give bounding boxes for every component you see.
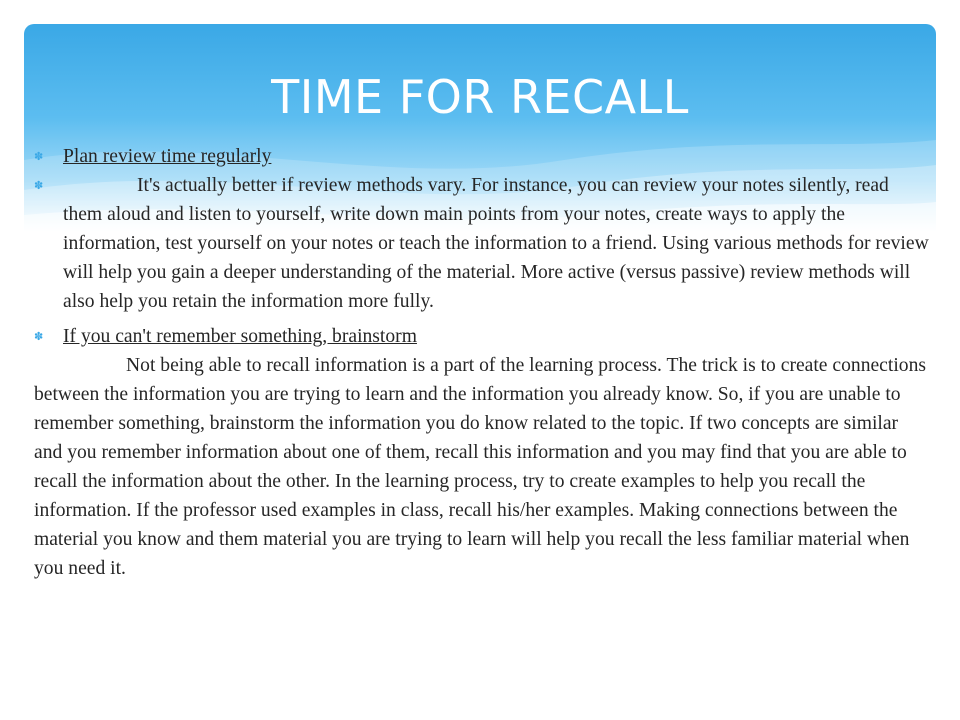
- paragraph-block: [34, 351, 930, 583]
- item-heading: Plan review time regularly: [63, 146, 272, 167]
- list-item: [34, 142, 930, 171]
- bullet-icon: ✽: [34, 150, 44, 163]
- item-paragraph: It's actually better if review methods vary. For instance, you can review your notes silently, read them aloud and listen to yourself, write down main points from your notes, create ways to apply the information, test yourself on your notes or teach the information to a friend. Using various methods for review will help you gain a deeper understanding of the material. More active (versus passive) review methods will also help you retain the information more fully.: [63, 175, 929, 312]
- list-item: [34, 322, 930, 351]
- item-paragraph: Not being able to recall information is a part of the learning process. The trick is to create connections between the information you are trying to learn and the information you already know. So, if you are unable to remember something, brainstorm the information you do know related to the topic. If two concepts are similar and you remember information about one of them, recall this information and you may find that you are able to recall the information about the other. In the learning process, try to create examples to help you recall the information. If the professor used examples in class, recall his/her examples. Making connections between the material you know and them material you are trying to learn will help you recall the less familiar material when you need it.: [34, 355, 926, 579]
- list-item: [34, 171, 930, 316]
- bullet-icon: ✽: [34, 179, 44, 192]
- slide-body: [34, 142, 930, 583]
- bullet-icon: ✽: [34, 330, 44, 343]
- slide-title: TIME FOR RECALL: [271, 70, 689, 124]
- item-heading: If you can't remember something, brainstorm: [63, 326, 417, 347]
